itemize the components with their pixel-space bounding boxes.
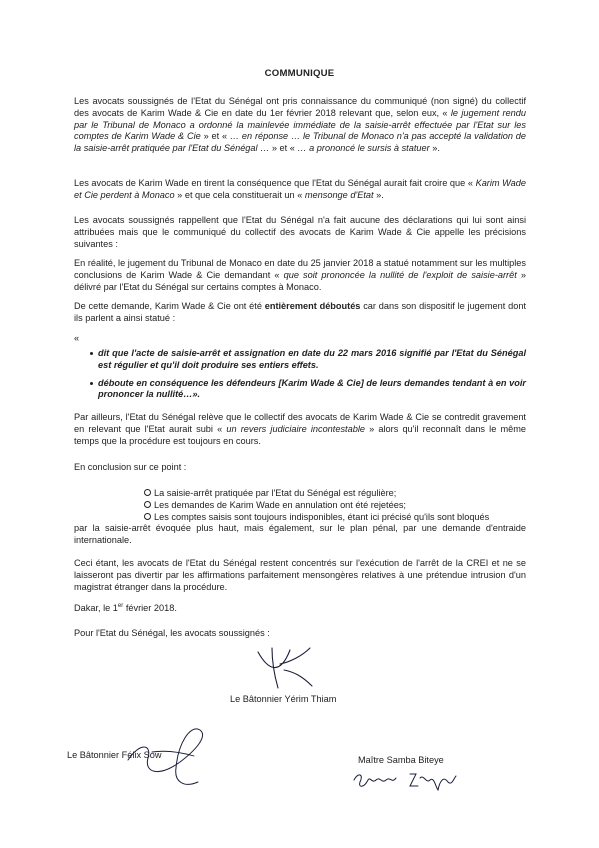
- ruling-bullet-list: [74, 348, 526, 407]
- paragraph-7: En conclusion sur ce point :: [74, 462, 187, 472]
- paragraph-8: Ceci étant, les avocats de l'Etat du Sénégal restent concentrés sur l'exécution de l'arrêt de la CREI et ne se laisseront pas divertir par les affirmations parfaitement mensongères relatives à une prétendue intrusion d'un magistrat étranger dans la procédure.: [74, 558, 526, 592]
- circle-bullet-icon: [144, 489, 151, 496]
- list-item: Les comptes saisis sont toujours indisponibles, étant ici précisé qu'ils sont bloqués: [74, 512, 526, 524]
- date-line: Dakar, le 1er février 2018.: [74, 603, 177, 614]
- bullet-icon: [90, 382, 93, 385]
- signature-biteye-icon: [350, 768, 460, 792]
- paragraph-2: Les avocats de Karim Wade en tirent la conséquence que l'Etat du Sénégal aurait fait croire que « Karim Wade et Cie perdent à Monaco » et que cela constituerait un « mensonge d'Etat ».: [74, 178, 526, 200]
- bullet-icon: [90, 352, 93, 355]
- signature-sow-icon: [118, 722, 218, 792]
- paragraph-5: De cette demande, Karim Wade & Cie ont été entièrement déboutés car dans son dispositif le jugement dont ils parlent a ainsi statué :: [74, 301, 526, 323]
- signatory-biteye: Maître Samba Biteye: [358, 755, 444, 765]
- signatory-thiam: Le Bâtonnier Yérim Thiam: [230, 694, 337, 704]
- ruling-bullet: dit que l'acte de saisie-arrêt et assignation en date du 22 mars 2016 signifié par l'Etat du Sénégal est régulier et qu'il doit produire ses entiers effets.: [74, 348, 526, 372]
- circle-bullet-icon: [144, 513, 151, 520]
- paragraph-4: En réalité, le jugement du Tribunal de Monaco en date du 25 janvier 2018 a statué notamment sur les multiples conclusions de Karim Wade & Cie demandant « que soit prononcée la nullité de l'exploit de saisie-arrêt » délivré par l'Etat du Sénégal sur certains comptes à Monaco.: [74, 258, 526, 292]
- page-title: COMMUNIQUE: [264, 68, 335, 79]
- signature-thiam-icon: [250, 642, 316, 692]
- conclusion-list: [74, 488, 526, 547]
- quote-open: «: [74, 333, 80, 343]
- list-item: Les demandes de Karim Wade en annulation ont été rejetées;: [74, 500, 526, 512]
- paragraph-1: Les avocats soussignés de l'Etat du Sénégal ont pris connaissance du communiqué (non signé) du collectif des avocats de Karim Wade & Cie en date du 1er février 2018 relevant que, selon eux, « le jugement rendu par le Tribunal de Monaco a ordonné la mainlevée immédiate de la saisie-arrêt effectuée par l'Etat sur les comptes de Karim Wade & Cie » et « … en réponse … le Tribunal de Monaco n'a pas accepté la validation de la saisie-arrêt pratiquée par l'Etat du Sénégal … » et « … a prononcé le sursis à statuer ».: [74, 96, 527, 154]
- paragraph-3: Les avocats soussignés rappellent que l'Etat du Sénégal n'a fait aucune des déclarations qui lui sont ainsi attribuées mais que le communiqué du collectif des avocats de Karim Wade & Cie appelle les précisions suivantes :: [74, 215, 526, 249]
- ruling-bullet: déboute en conséquence les défendeurs [Karim Wade & Cie] de leurs demandes tendant à en voir prononcer la nullité…».: [74, 378, 526, 402]
- paragraph-9: Pour l'Etat du Sénégal, les avocats soussignés :: [74, 628, 270, 638]
- circle-bullet-icon: [144, 501, 151, 508]
- signatory-sow: Le Bâtonnier Félix Sow: [67, 750, 162, 760]
- paragraph-6: Par ailleurs, l'Etat du Sénégal relève que le collectif des avocats de Karim Wade & Cie se contredit gravement en relevant que l'Etat aurait subi « un revers judiciaire incontestable » alors qu'il reconnaît dans le même temps que la procédure est toujours en cours.: [74, 412, 526, 446]
- list-item: La saisie-arrêt pratiquée par l'Etat du Sénégal est régulière;: [74, 488, 526, 500]
- list-item-continuation: par la saisie-arrêt évoquée plus haut, mais également, sur le plan pénal, par une demande d'entraide internationale.: [74, 523, 526, 546]
